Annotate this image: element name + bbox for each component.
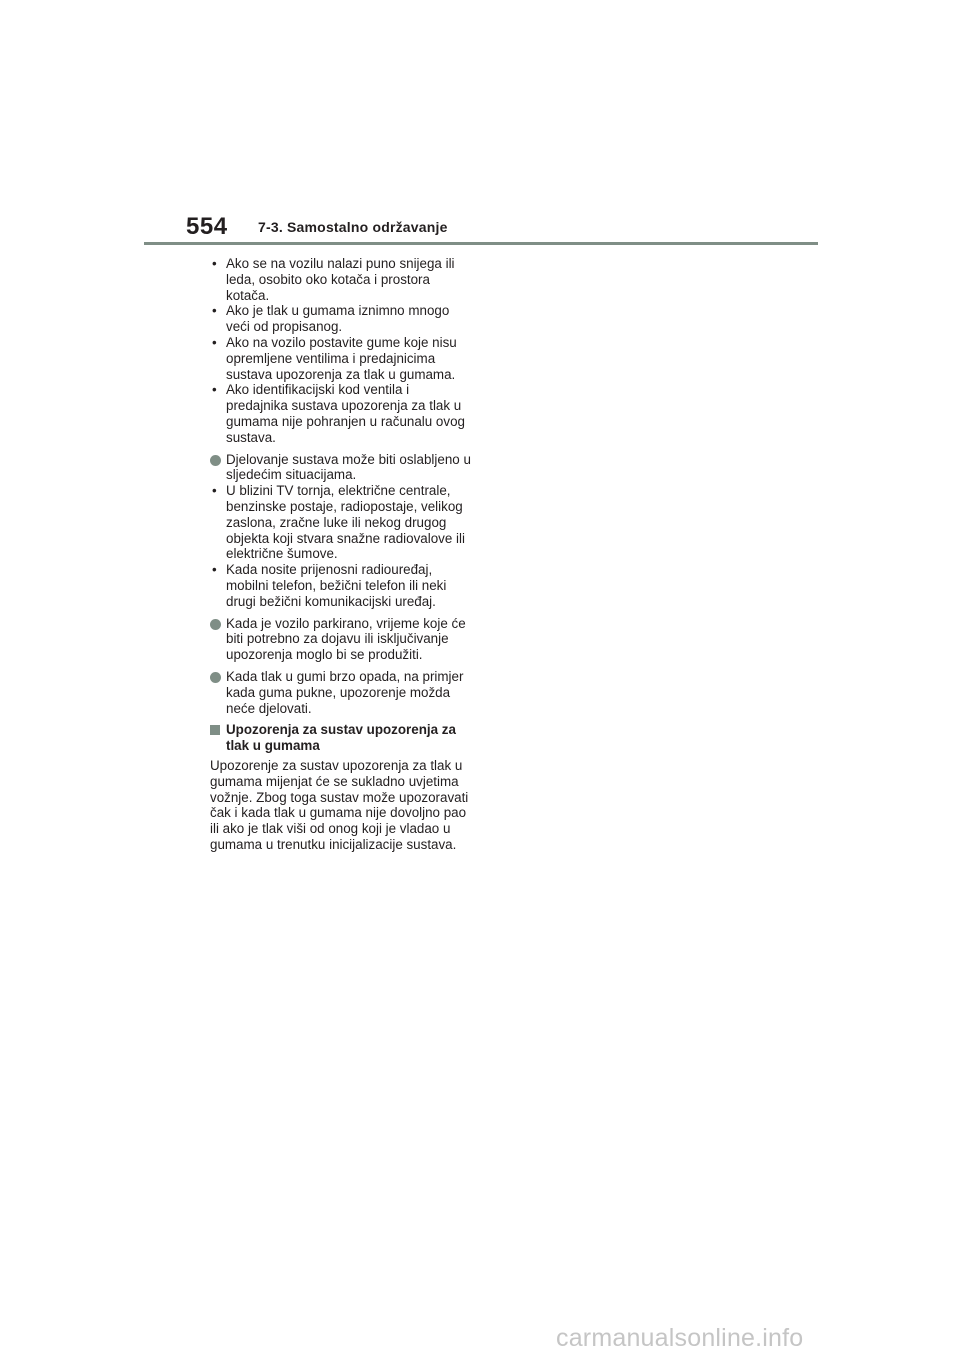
dash-bullet-icon: • — [212, 562, 217, 578]
list-item-text: Ako identifikacijski kod ventila i predajnika sustava upozorenja za tlak u gumama nije pohranjen u računalu ovog sustava. — [226, 382, 465, 445]
list-item-text: U blizini TV tornja, električne centrale, benzinske postaje, radiopostaje, velikog zaslona, zračne luke ili nekog drugog objekta koji stvara snažne radiovalove ili električne šumove. — [226, 483, 465, 562]
list-item-text: Ako na vozilo postavite gume koje nisu opremljene ventilima i predajnicima sustava upozorenja za tlak u gumama. — [226, 334, 457, 382]
list-item-text: Kada nosite prijenosni radiouređaj, mobilni telefon, bežični telefon ili neki drugi bežični komunikacijski uređaj. — [226, 562, 447, 609]
list-item-text: Ako je tlak u gumama iznimno mnogo veći od propisanog. — [226, 303, 450, 335]
condition-list-2 — [210, 483, 472, 609]
subsection-heading — [210, 722, 472, 754]
bullet-text: Kada tlak u gumi brzo opada, na primjer kada guma pukne, upozorenje možda neće djelovati. — [226, 668, 464, 716]
dash-bullet-icon: • — [212, 334, 217, 350]
dash-bullet-icon: • — [212, 382, 217, 398]
circle-bullet-icon — [210, 619, 221, 630]
bullet-paragraph — [210, 616, 472, 663]
list-item — [210, 382, 472, 445]
list-item — [210, 483, 472, 562]
heading-text: Upozorenja za sustav upozorenja za tlak u gumama — [226, 722, 456, 754]
watermark: carmanualsonline.info — [556, 1324, 804, 1352]
list-item — [210, 256, 472, 303]
bullet-paragraph — [210, 452, 472, 484]
circle-bullet-icon — [210, 455, 221, 466]
dash-bullet-icon: • — [212, 303, 217, 319]
page-number: 554 — [186, 213, 228, 240]
circle-bullet-icon — [210, 672, 221, 683]
section-title: 7-3. Samostalno održavanje — [258, 219, 448, 235]
bullet-paragraph — [210, 669, 472, 716]
page-content — [210, 256, 472, 853]
page-header — [0, 0, 960, 250]
list-item-text: Ako se na vozilu nalazi puno snijega ili leda, osobito oko kotača i prostora kotača. — [226, 256, 455, 303]
list-item — [210, 562, 472, 609]
header-divider — [144, 242, 818, 245]
dash-bullet-icon: • — [212, 483, 217, 499]
body-paragraph: Upozorenje za sustav upozorenja za tlak u gumama mijenjat će se sukladno uvjetima vožnje. Zbog toga sustav može upozoravati čak i kada tlak u gumama nije dovoljno pao ili ako je tlak viši od onog koji je vladao u gumama u trenutku inicijalizacije sustava. — [210, 757, 469, 852]
bullet-text: Djelovanje sustava može biti oslabljeno u sljedećim situacijama. — [226, 451, 471, 483]
condition-list-1 — [210, 256, 472, 446]
bullet-text: Kada je vozilo parkirano, vrijeme koje će biti potrebno za dojavu ili isključivanje upozorenja moglo bi se produžiti. — [226, 615, 466, 663]
list-item — [210, 335, 472, 382]
dash-bullet-icon: • — [212, 256, 217, 271]
square-bullet-icon — [210, 725, 220, 735]
list-item — [210, 303, 472, 335]
